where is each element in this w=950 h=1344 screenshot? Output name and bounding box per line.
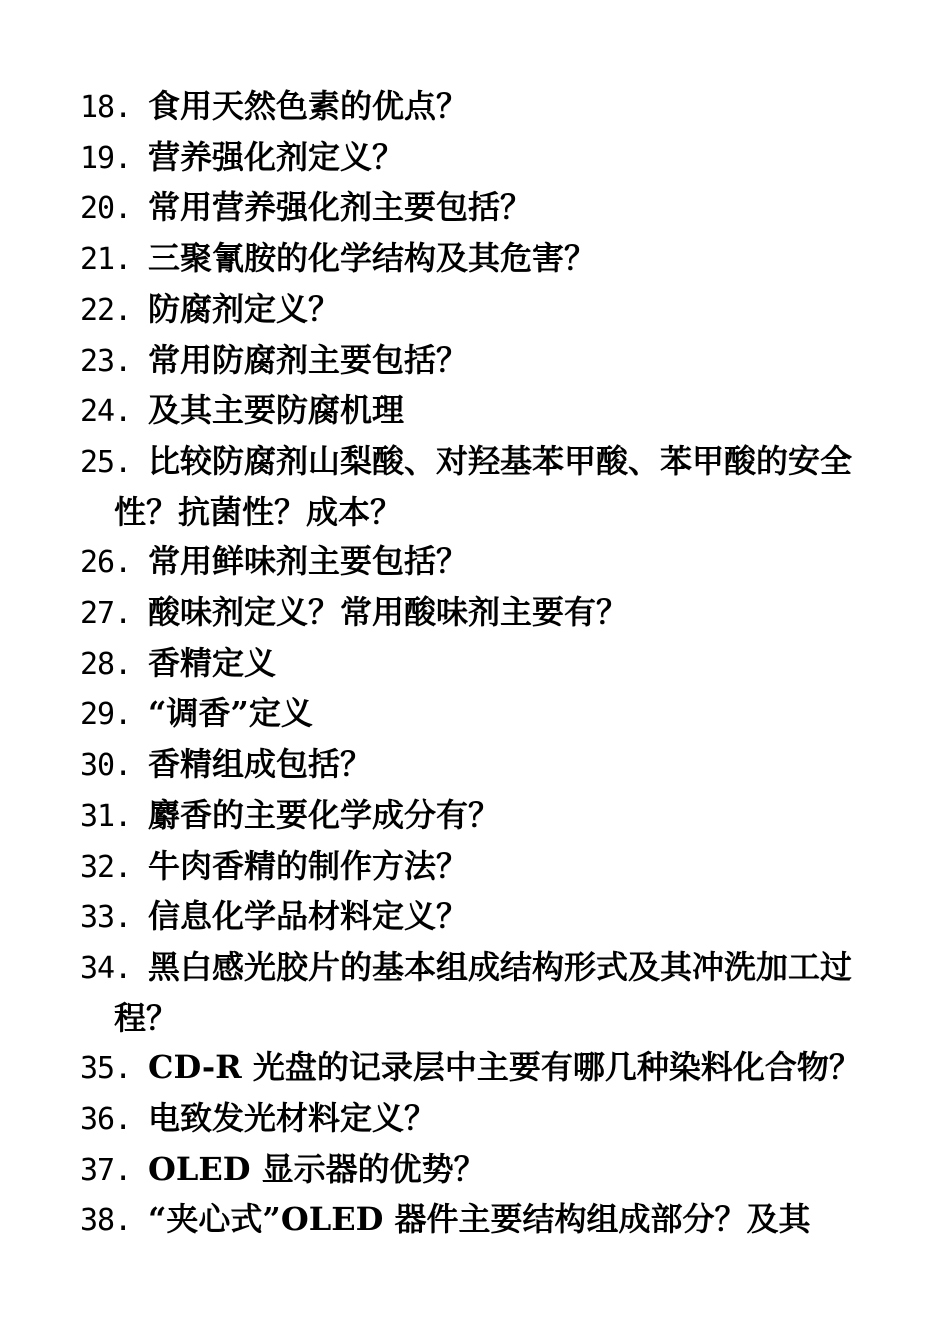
question-text: 营养强化剂定义？ xyxy=(148,137,405,176)
question-number: 36. xyxy=(80,1102,132,1138)
question-item xyxy=(80,336,880,387)
question-list xyxy=(80,82,880,1246)
question-text: CD-R 光盘的记录层中主要有哪几种染料化合物？ xyxy=(148,1048,861,1087)
question-item xyxy=(80,183,880,234)
question-number: 25. xyxy=(80,444,132,480)
question-number: 18. xyxy=(80,90,132,125)
question-text: 麝香的主要化学成分有？ xyxy=(148,795,501,834)
question-text: 电致发光材料定义？ xyxy=(148,1099,437,1138)
question-text: 酸味剂定义？常用酸味剂主要有？ xyxy=(148,593,629,632)
question-text: 食用天然色素的优点？ xyxy=(148,87,469,125)
question-number: 29. xyxy=(80,697,132,733)
question-text: 及其主要防腐机理 xyxy=(148,391,405,430)
question-text: 常用鲜味剂主要包括？ xyxy=(148,542,469,581)
question-item xyxy=(80,842,880,893)
question-text: 信息化学品材料定义？ xyxy=(148,897,469,936)
question-text: 三聚氰胺的化学结构及其危害？ xyxy=(148,239,597,278)
question-text: 黑白感光胶片的基本组成结构形式及其冲洗加工过程？ xyxy=(114,947,853,1037)
question-number: 23. xyxy=(80,343,132,379)
question-text: 比较防腐剂山梨酸、对羟基苯甲酸、苯甲酸的安全性？抗菌性？成本？ xyxy=(114,441,853,531)
question-number: 34. xyxy=(80,950,132,986)
question-text: 香精组成包括？ xyxy=(148,745,373,784)
question-number: 24. xyxy=(80,394,132,430)
question-item xyxy=(80,1145,880,1196)
question-item xyxy=(80,133,880,184)
question-item xyxy=(80,386,880,437)
question-number: 19. xyxy=(80,140,132,176)
question-text: 牛肉香精的制作方法？ xyxy=(148,846,469,885)
question-number: 32. xyxy=(80,849,132,885)
question-number: 30. xyxy=(80,748,132,784)
question-item xyxy=(80,1195,880,1246)
question-number: 33. xyxy=(80,900,132,936)
question-item xyxy=(80,791,880,842)
question-item xyxy=(80,234,880,285)
question-text: 常用防腐剂主要包括？ xyxy=(148,340,469,379)
question-number: 38. xyxy=(80,1203,132,1239)
question-number: 35. xyxy=(80,1051,132,1087)
question-item xyxy=(80,1094,880,1145)
question-number: 27. xyxy=(80,596,132,632)
question-number: 37. xyxy=(80,1152,132,1188)
question-item xyxy=(80,639,880,690)
question-item xyxy=(80,1043,880,1094)
question-text: “调香”定义 xyxy=(148,694,313,733)
question-number: 20. xyxy=(80,191,132,227)
question-number: 22. xyxy=(80,292,132,328)
question-number: 21. xyxy=(80,242,132,278)
question-text: 常用营养强化剂主要包括？ xyxy=(148,188,533,227)
question-item xyxy=(80,892,880,943)
question-item xyxy=(80,82,880,133)
question-item xyxy=(80,689,880,740)
question-text: 防腐剂定义？ xyxy=(148,289,341,328)
question-text: 香精定义 xyxy=(148,643,277,682)
question-item xyxy=(80,943,880,1043)
question-item xyxy=(80,537,880,588)
question-item xyxy=(80,437,880,537)
question-number: 28. xyxy=(80,646,132,682)
question-text: “夹心式”OLED 器件主要结构组成部分？及其 xyxy=(148,1200,811,1239)
question-number: 26. xyxy=(80,545,132,581)
question-number: 31. xyxy=(80,798,132,834)
question-item xyxy=(80,285,880,336)
question-item xyxy=(80,588,880,639)
question-text: OLED 显示器的优势？ xyxy=(148,1149,486,1188)
question-item xyxy=(80,740,880,791)
